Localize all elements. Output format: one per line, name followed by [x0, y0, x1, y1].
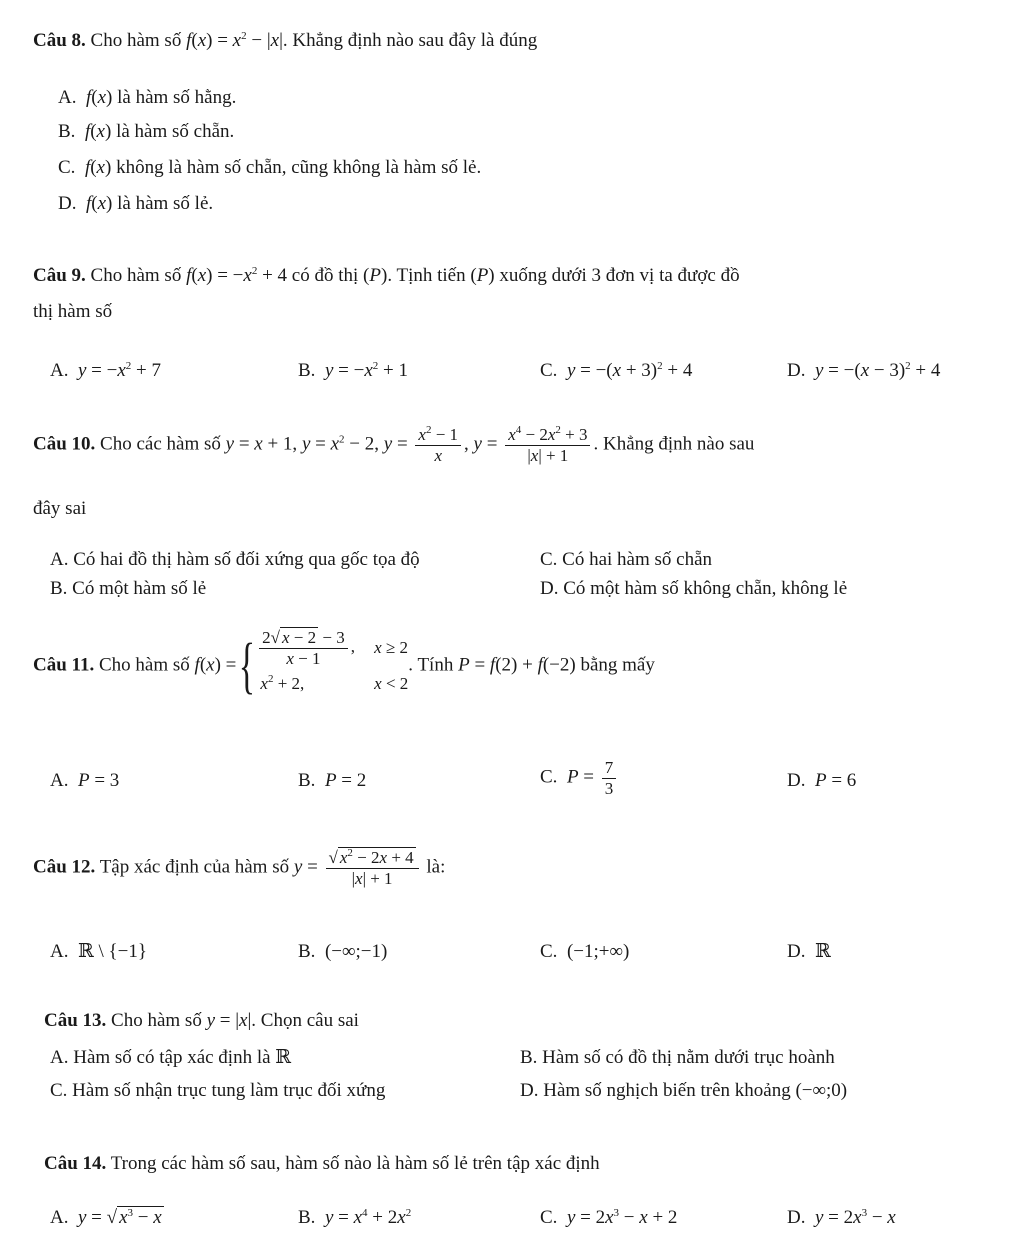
question-13-stem: Câu 13. Cho hàm số y = |x|. Chọn câu sai [44, 1010, 359, 1031]
option-a[interactable]: A. ℝ \ {−1} [50, 941, 148, 962]
question-14-stem: Câu 14. Trong các hàm số sau, hàm số nào là hàm số lẻ trên tập xác định [44, 1153, 600, 1174]
question-12-title: Câu 12. [33, 856, 96, 878]
option-d[interactable]: D. ℝ [787, 941, 831, 962]
question-10-stem: Câu 10. Cho các hàm số y = x + 1, $y = x^2 - 2$, y = $\frac{x^2 - 1}{x}$ , y = $\frac{x^4 - 2x^2 + 3}{|x| + 1}$ . Khẳng định nào sau [33, 424, 755, 465]
option-d[interactable]: D. $y = -(x - 3)^2 + 4$ [787, 360, 941, 381]
option-b[interactable]: B. P = 2 [298, 770, 367, 791]
question-11-stem: Câu 11. Cho hàm số f(x) ={ $\frac{2√ x - 2 - 3}{x - 1}$ , x ≥ 2 $x^2 + 2$, x < 2 . Tính P = f(2) + f(−2) bằng mấy [33, 627, 655, 700]
math-expression: f [186, 30, 192, 51]
option-c[interactable]: C. f(x) không là hàm số chẵn, cũng không là hàm số lẻ. [58, 157, 482, 178]
option-c[interactable]: C. $y = -(x + 3)^2 + 4$ [540, 360, 693, 381]
question-8-title: Câu 8. [33, 30, 86, 51]
option-d[interactable]: D. $y = 2x^3 - x$ [787, 1207, 896, 1228]
option-b[interactable]: B. $y = x^4 + 2x^2$ [298, 1207, 412, 1228]
option-b[interactable]: B. Có một hàm số lẻ [50, 578, 207, 599]
option-b[interactable]: B. $y = -x^2 + 1$ [298, 360, 408, 381]
option-a[interactable]: A. Hàm số có tập xác định là ℝ [50, 1047, 292, 1068]
question-14-title: Câu 14. [44, 1153, 107, 1174]
option-a[interactable]: A. Có hai đồ thị hàm số đối xứng qua gốc tọa độ [50, 549, 420, 570]
option-b[interactable]: B. Hàm số có đồ thị nằm dưới trục hoành [520, 1047, 835, 1068]
question-12-stem: Câu 12. Tập xác định của hàm số y = $\frac{√ x^2 - 2x + 4}{|x| + 1}$ là: [33, 847, 446, 888]
question-9-title: Câu 9. [33, 265, 86, 286]
option-c[interactable]: C. P = $\frac{7}{3}$ [540, 758, 619, 798]
option-b[interactable]: B. f(x) là hàm số chẵn. [58, 121, 235, 142]
option-a[interactable]: A. f(x) là hàm số hằng. [58, 87, 237, 108]
question-10-stem-line2: đây sai [33, 498, 87, 519]
question-8-stem: Câu 8. Cho hàm số $f(x) = x^2 - |x|$. Khẳng định nào sau đây là đúng [33, 30, 538, 51]
option-d[interactable]: D. Có một hàm số không chẵn, không lẻ [540, 578, 848, 599]
question-9-stem-line2: thị hàm số [33, 301, 113, 322]
option-d[interactable]: D. f(x) là hàm số lẻ. [58, 193, 214, 214]
option-d[interactable]: D. P = 6 [787, 770, 857, 791]
option-a[interactable]: A. y = √ $x^3 - x$ [50, 1207, 162, 1228]
question-11-title: Câu 11. [33, 654, 95, 676]
option-a[interactable]: A. $y = -x^2 + 7$ [50, 360, 162, 381]
option-c[interactable]: C. Có hai hàm số chẵn [540, 549, 713, 570]
option-a[interactable]: A. P = 3 [50, 770, 120, 791]
option-c[interactable]: C. (−1;+∞) [540, 941, 630, 962]
question-10-title: Câu 10. [33, 433, 96, 455]
option-c[interactable]: C. Hàm số nhận trục tung làm trục đối xứng [50, 1080, 386, 1101]
option-b[interactable]: B. (−∞;−1) [298, 941, 388, 962]
question-13-title: Câu 13. [44, 1010, 107, 1031]
option-d[interactable]: D. Hàm số nghịch biến trên khoảng (−∞;0) [520, 1080, 848, 1101]
question-9-stem: Câu 9. Cho hàm số $f(x) = -x^2 + 4$ có đồ thị (P). Tịnh tiến (P) xuống dưới 3 đơn vị ta được đồ [33, 265, 740, 286]
option-c[interactable]: C. $y = 2x^3 - x + 2$ [540, 1207, 678, 1228]
piecewise-function: $\frac{2√ x - 2 - 3}{x - 1}$ , x ≥ 2 $x^2 + 2$, x < 2 [260, 627, 409, 693]
